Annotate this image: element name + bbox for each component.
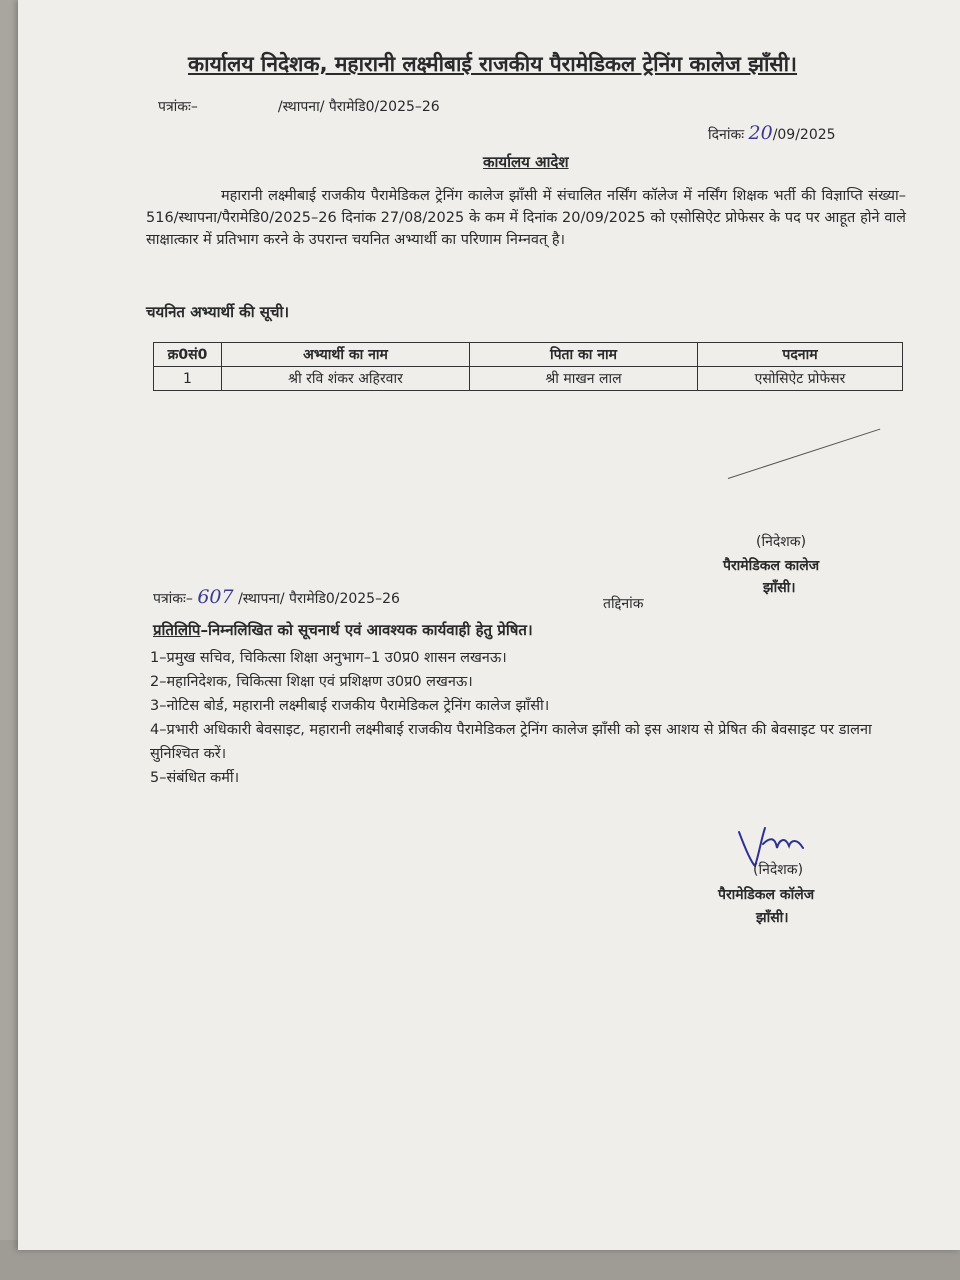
handwritten-date-day: 20 — [748, 122, 773, 144]
signature-stroke — [728, 429, 880, 479]
table-header-row — [154, 343, 903, 367]
header-father-name: पिता का नाम — [470, 343, 698, 367]
signature2-college: पैरामेडिकल कॉलेज — [718, 887, 815, 903]
header-candidate-name: अभ्यार्थी का नाम — [222, 343, 470, 367]
header-designation: पदनाम — [698, 343, 903, 367]
candidate-list-title: चयनित अभ्यार्थी की सूची। — [146, 303, 290, 321]
table-row — [154, 367, 903, 391]
list-item: 2–महानिदेशक, चिकित्सा शिक्षा एवं प्रशिक्षण उ0प्र0 लखनऊ। — [150, 674, 473, 690]
signature2-city: झाँसी। — [756, 910, 789, 926]
list-item: 4–प्रभारी अधिकारी बेवसाइट, महारानी लक्ष्मीबाई राजकीय पैरामेडिकल ट्रेनिंग कालेज झाँसी को इस आशय से प्रेषित की बेवसाइट पर डालना सुनिश्चित करें। — [150, 722, 872, 762]
copy-heading-text: –निम्नलिखित को सूचनार्थ एवं आवश्यक कार्यवाही हेतु प्रेषित। — [200, 621, 533, 639]
office-heading: कार्यालय निदेशक, महारानी लक्ष्मीबाई राजकीय पैरामेडिकल ट्रेनिंग कालेज झाँसी। — [188, 52, 798, 76]
list-item: 5–संबंधित कर्मी। — [150, 770, 240, 786]
date-label: दिनांकः — [708, 127, 745, 143]
order-body-text: महारानी लक्ष्मीबाई राजकीय पैरामेडिकल ट्रेनिंग कालेज झाँसी में संचालित नर्सिंग कॉलेज में नर्सिंग शिक्षक भर्ती की विज्ञाप्ति संख्या–516/स्थापना/पैरामेडि0/2025–26 दिनांक 27/08/2025 के कम में दिनांक 20/09/2025 को एसोसिऐट प्रोफेसर के पद पर आहूत होने वाले साक्षात्कार में प्रतिभाग करने के उपरान्त चयनित अभ्यार्थी का परिणाम निम्नवत् है। — [146, 188, 906, 248]
signature2-designation: (निदेशक) — [753, 862, 804, 878]
handwritten-reference-number: 607 — [197, 586, 234, 608]
order-body — [146, 185, 906, 251]
list-item: 3–नोटिस बोर्ड, महारानी लक्ष्मीबाई राजकीय पैरामेडिकल ट्रेनिंग कालेज झाँसी। — [150, 698, 550, 714]
cell-serial: 1 — [154, 367, 222, 391]
copy-recipient-list — [150, 646, 895, 790]
copy-reference-label: पत्रांकः– — [153, 591, 193, 607]
candidate-table — [153, 342, 903, 391]
cell-candidate-name: श्री रवि शंकर अहिरवार — [222, 367, 470, 391]
list-item: 1–प्रमुख सचिव, चिकित्सा शिक्षा अनुभाग–1 उ0प्र0 शासन लखनऊ। — [150, 650, 507, 666]
copy-reference-date: तद्दिनांक — [603, 596, 644, 612]
copy-heading — [153, 620, 533, 640]
signature1-city: झाँसी। — [763, 580, 796, 596]
order-title: कार्यालय आदेश — [483, 153, 569, 171]
date-rest: /09/2025 — [772, 127, 836, 143]
reference-label: पत्रांकः– — [158, 99, 198, 115]
signature1-college: पैरामेडिकल कालेज — [723, 558, 820, 574]
cell-designation: एसोसिऐट प्रोफेसर — [698, 367, 903, 391]
date-line — [708, 122, 836, 144]
copy-heading-label: प्रतिलिपि — [153, 621, 201, 639]
signature1-designation: (निदेशक) — [756, 534, 807, 550]
document-page — [18, 0, 960, 1250]
header-serial: क्र0सं0 — [154, 343, 222, 367]
reference-line — [158, 97, 440, 116]
copy-reference-suffix: /स्थापना/ पैरामेडि0/2025–26 — [238, 591, 400, 607]
cell-father-name: श्री माखन लाल — [470, 367, 698, 391]
copy-reference-line — [153, 586, 400, 608]
reference-suffix: /स्थापना/ पैरामेडि0/2025–26 — [277, 99, 440, 115]
